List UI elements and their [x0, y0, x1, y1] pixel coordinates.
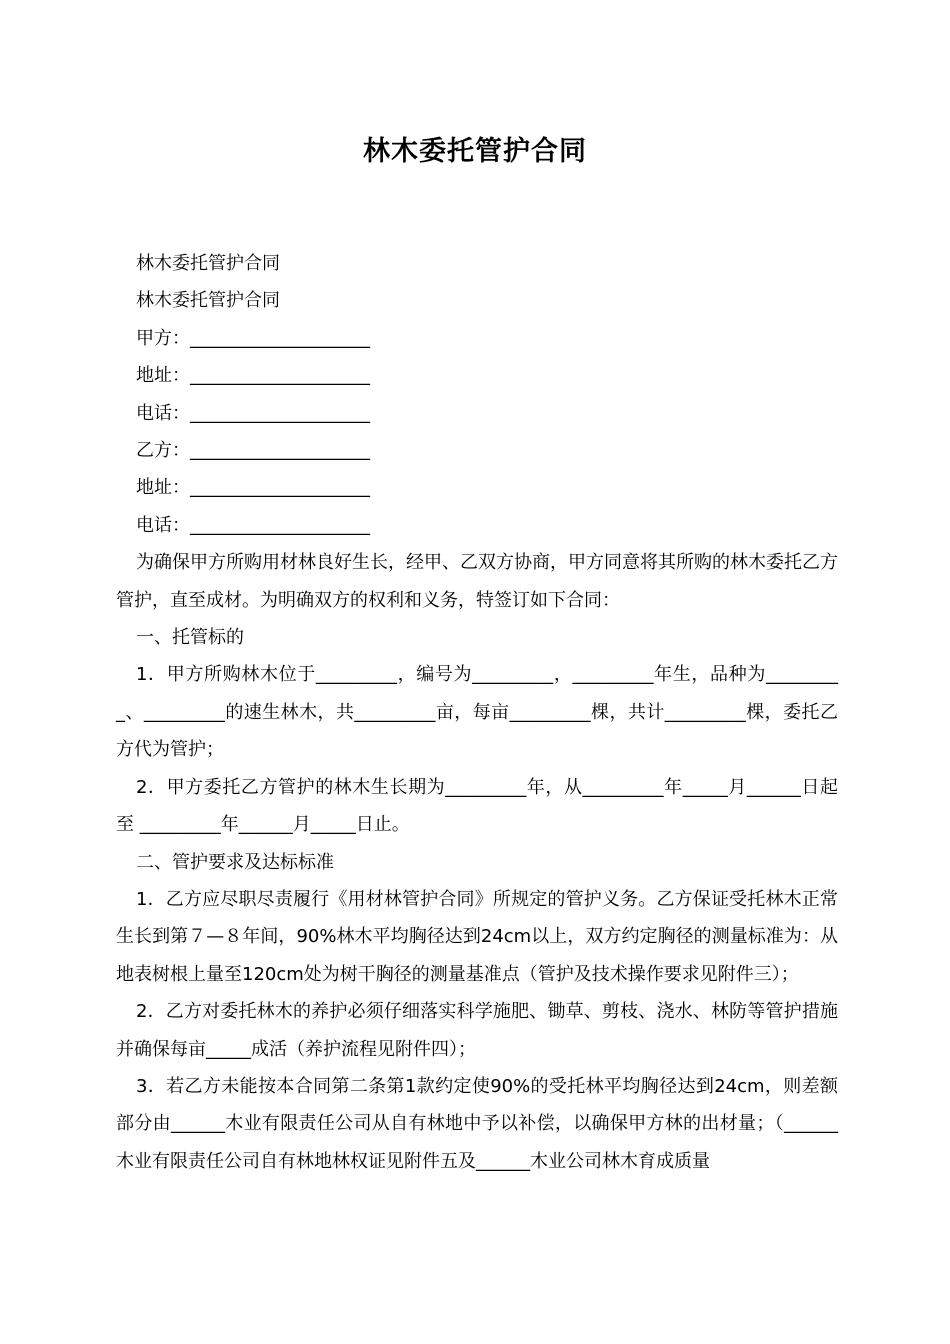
section-heading: 二、管护要求及达标标准	[136, 851, 334, 873]
document-title: 林木委托管护合同	[363, 136, 587, 167]
heading-line: 林木委托管护合同	[136, 290, 280, 312]
clause-paragraph: 2．甲方委托乙方管护的林木生长期为_________年，从_________年_____月______日起至 _________年______月_____日止。	[116, 776, 838, 836]
clause-paragraph: 1．甲方所购林木位于_________，编号为_________，_________年生，品种为_________、_________的速生林木，共_________亩，每亩_________棵，共计_________棵，委托乙方代为管护；	[116, 664, 838, 761]
clause-paragraph: 3．若乙方未能按本合同第二条第1款约定使90%的受托林平均胸径达到24cm，则差额部分由______木业有限责任公司从自有林地中予以补偿，以确保甲方林的出材量；（______木业有限责任公司自有林地林权证见附件五及______木业公司林木育成质量	[116, 1075, 838, 1172]
party-a-phone-field: 电话：____________________	[136, 402, 370, 424]
section-heading: 一、托管标的	[136, 627, 244, 649]
heading-line: 林木委托管护合同	[136, 253, 280, 274]
party-b-address-field: 地址：____________________	[136, 477, 370, 499]
party-b-phone-field: 电话：____________________	[136, 514, 370, 536]
party-b-field: 乙方：____________________	[136, 440, 370, 462]
party-a-field: 甲方：____________________	[136, 327, 370, 349]
clause-paragraph: 2．乙方对委托林木的养护必须仔细落实科学施肥、锄草、剪枝、浇水、林防等管护措施并确保每亩_____成活（养护流程见附件四）；	[116, 1001, 838, 1060]
clause-paragraph: 1．乙方应尽职尽责履行《用材林管护合同》所规定的管护义务。乙方保证受托林木正常生长到第７—８年间，90%林木平均胸径达到24cm以上，双方约定胸径的测量标准为：从地表树根上量至120cm处为树干胸径的测量基准点（管护及技术操作要求见附件三）；	[116, 888, 838, 985]
document-body	[116, 245, 838, 1180]
party-a-address-field: 地址：____________________	[136, 365, 370, 387]
preamble-paragraph: 为确保甲方所购用材林良好生长，经甲、乙双方协商，甲方同意将其所购的林木委托乙方管护，直至成材。为明确双方的权利和义务，特签订如下合同：	[116, 552, 838, 611]
